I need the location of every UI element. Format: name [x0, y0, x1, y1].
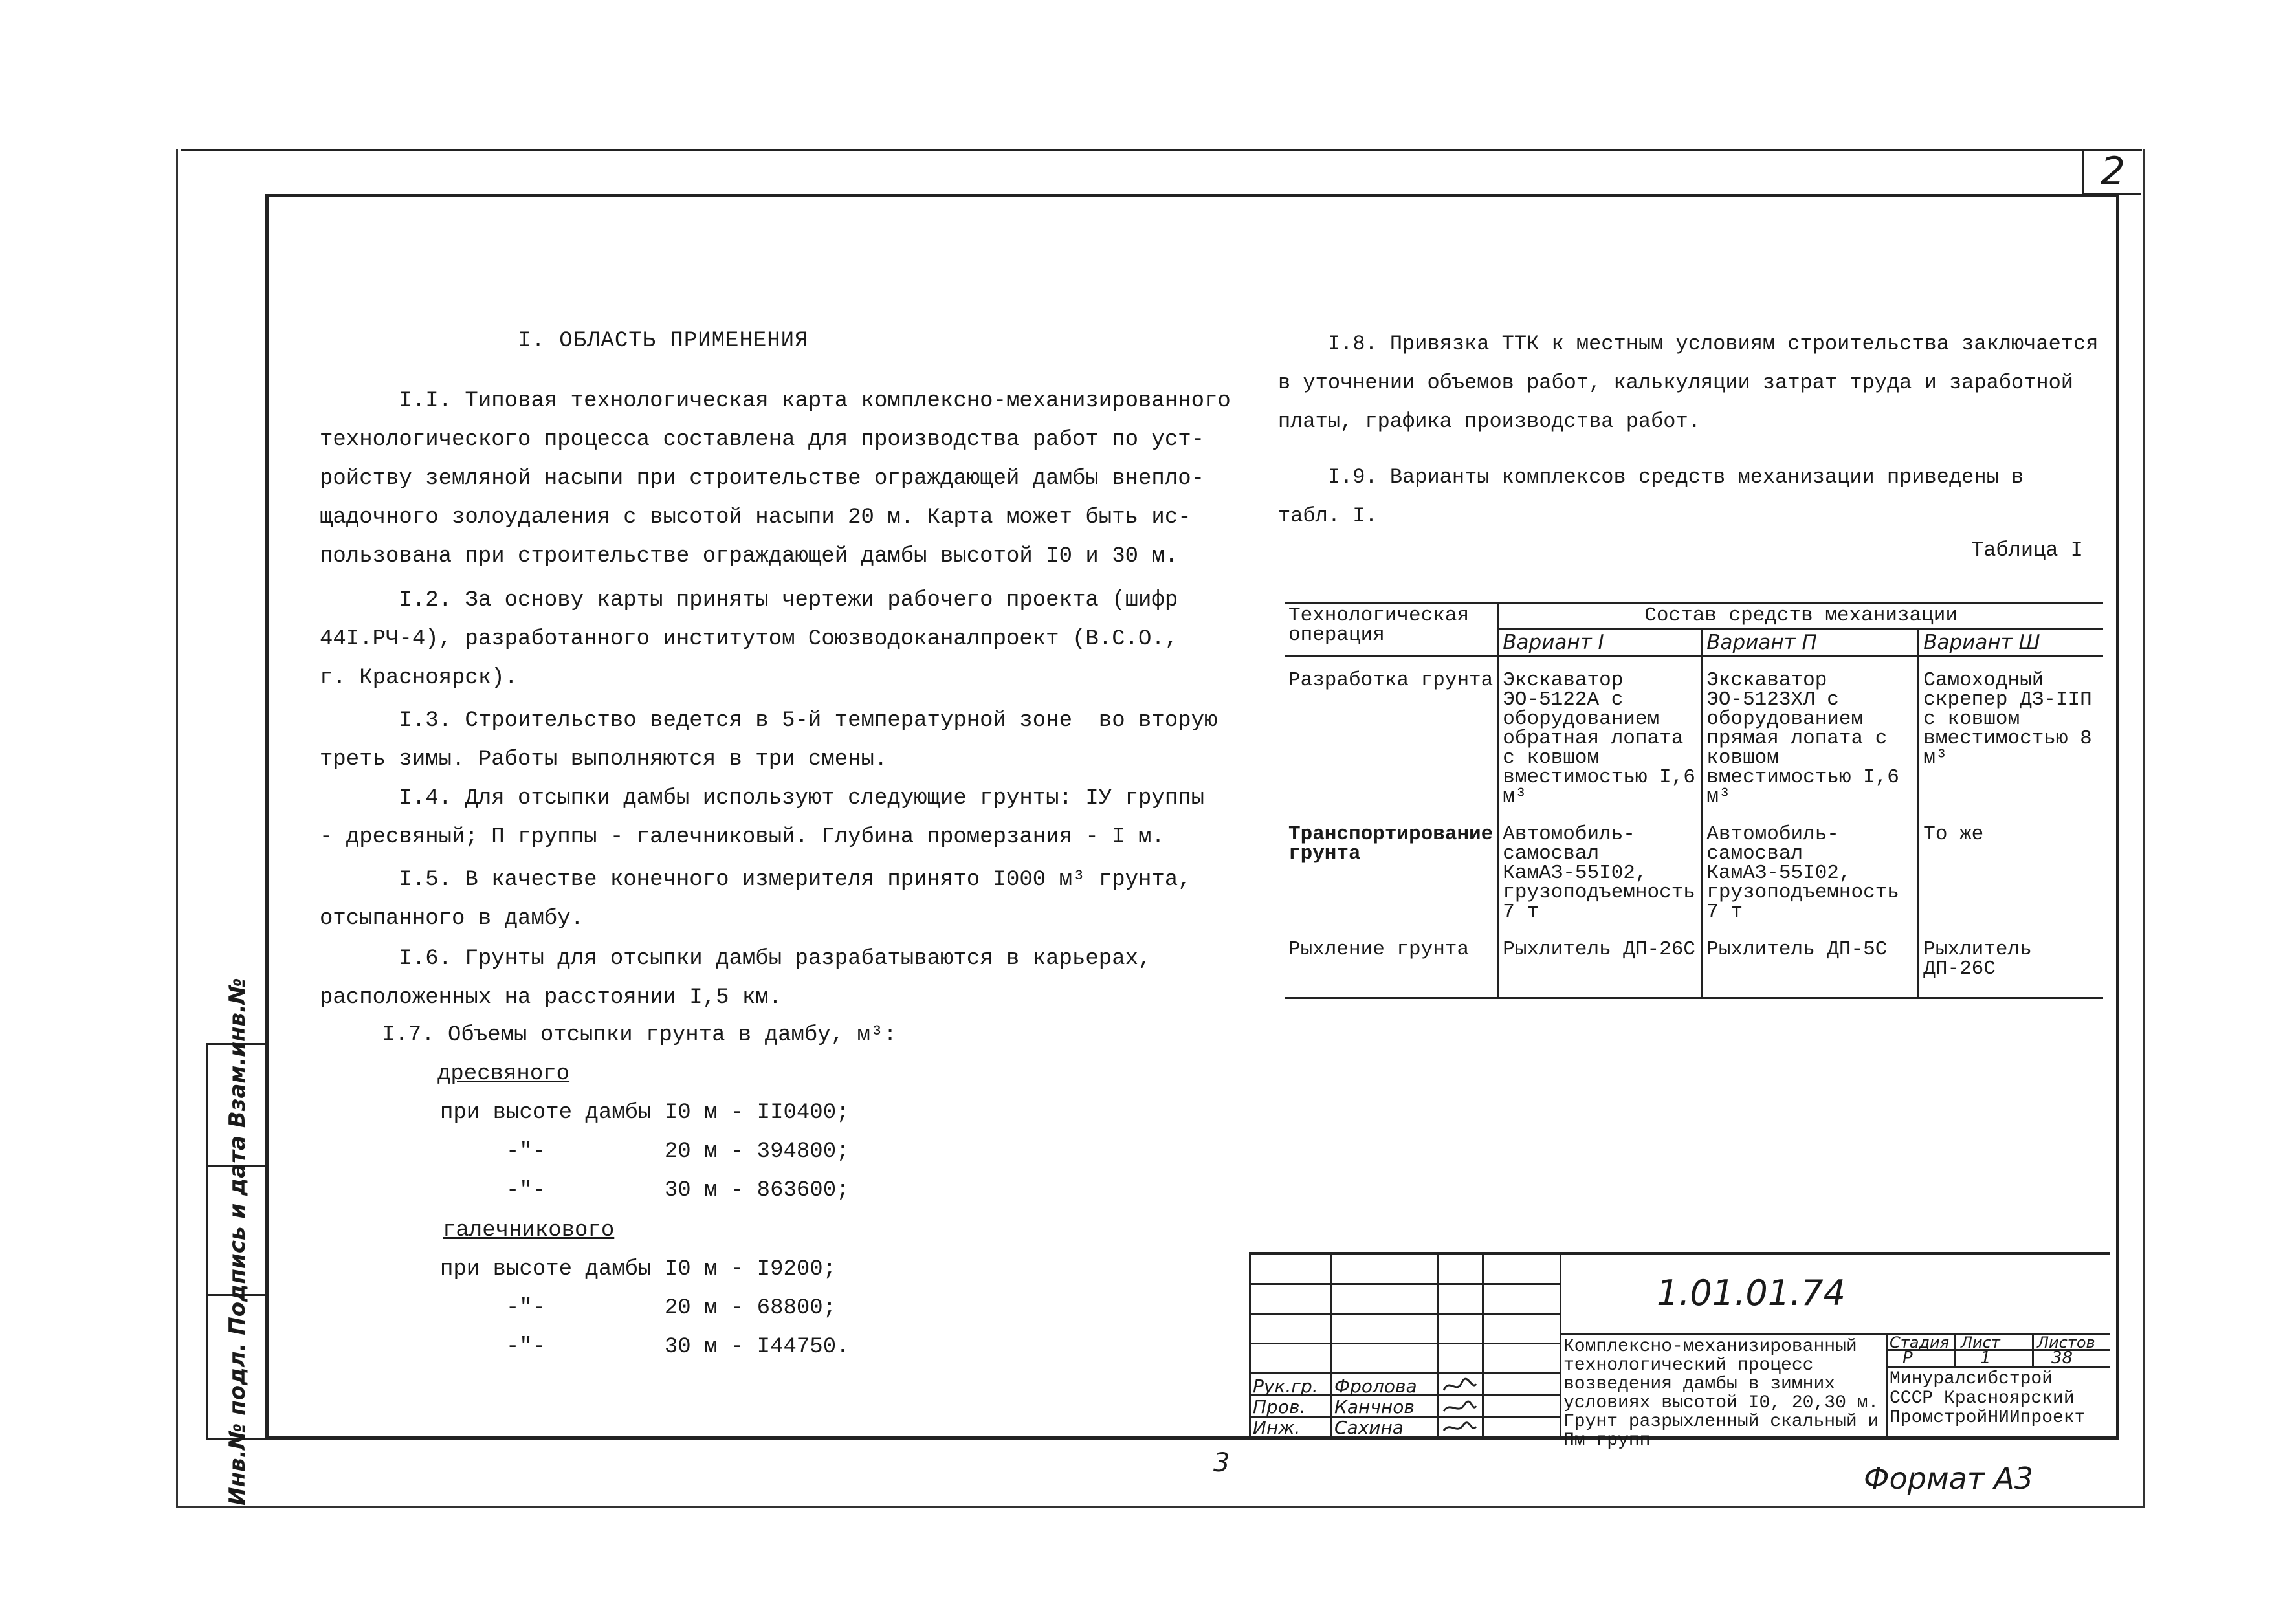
role-label: Инж. — [1253, 1417, 1301, 1438]
grid-line — [1560, 1255, 1561, 1437]
grid-line — [1482, 1255, 1484, 1437]
grid-line — [1249, 1313, 1560, 1315]
paragraph-line: I.4. Для отсыпки дамбы используют следующие грунты: IУ группы — [320, 786, 1205, 811]
grid-line — [1249, 1343, 1560, 1344]
table-cell: Экскаватор ЭО-5123ХЛ с оборудованием прямая лопата с ковшом вместимостью I,6 м³ — [1702, 656, 1919, 823]
signature-mark — [1444, 1379, 1476, 1390]
stage-value: Р — [1902, 1348, 1913, 1368]
paragraph-line: I.3. Строительство ведется в 5-й температурной зоне во вторую — [320, 708, 1218, 733]
p18-line: I.8. Привязка ТТК к местным условиям строительства заключается — [1278, 332, 2099, 356]
table-cell: Автомобиль-самосвал КамАЗ-55I02, грузоподъемность 7 т — [1702, 822, 1919, 938]
table-cell: Автомобиль-самосвал КамАЗ-55I02, грузоподъемность 7 т — [1498, 822, 1702, 938]
table-header-operation: Технологическая операция — [1285, 603, 1498, 656]
table-cell: Экскаватор ЭО-5122А с оборудованием обратная лопата с ковшом вместимостью I,6 м³ — [1498, 656, 1702, 823]
p18-line: платы, графика производства работ. — [1278, 410, 1701, 433]
left-stamp-text: Инв.№ подл. Подпись и дата Взам.инв.№ — [225, 978, 250, 1506]
document-code: 1.01.01.74 — [1657, 1273, 1846, 1313]
paragraph-line: расположенных на расстоянии I,5 км. — [320, 985, 782, 1010]
table-cell: Самоходный скрепер ДЗ-IIП с ковшом вместимостью 8 м³ — [1919, 656, 2103, 823]
p19-line: табл. I. — [1278, 504, 1378, 528]
table-row — [1285, 938, 2103, 998]
signature-mark — [1444, 1401, 1476, 1411]
group2-name: галечникового — [443, 1218, 615, 1243]
volumes-title: I.7. Объемы отсыпки грунта в дамбу, м³: — [382, 1023, 897, 1048]
doc-description: Комплексно-механизированный технологический процесс возведения дамбы в зимних условиях высотой I0, 20,30 м. Грунт разрыхленный скальный и Пм групп — [1563, 1337, 1879, 1451]
stage-label: Стадия — [1890, 1333, 1950, 1352]
paragraph-line: I.5. В качестве конечного измерителя принято I000 м³ грунта, — [320, 868, 1191, 892]
name-label: Канчнов — [1334, 1396, 1415, 1418]
paragraph-line: отсыпанного в дамбу. — [320, 906, 584, 931]
grid-line — [1560, 1333, 2110, 1335]
paragraph-line: 44I.РЧ-4), разработанного институтом Союзводоканалпроект (В.С.О., — [320, 627, 1178, 652]
table-row — [1285, 656, 2103, 823]
outer-top-line — [181, 149, 2142, 151]
table-header-variant: Вариант I — [1498, 630, 1702, 656]
bottom-page-number: 3 — [1213, 1448, 1230, 1478]
table-row — [1285, 822, 2103, 938]
table-cell: Рыхлитель ДП-26С — [1498, 938, 1702, 998]
group1-row: при высоте дамбы I0 м - II0400; — [440, 1101, 850, 1125]
group2-row: -"- 30 м - I44750. — [440, 1335, 850, 1359]
table-cell: Рыхлитель ДП-5С — [1702, 938, 1919, 998]
paragraph-line: ройству земляной насыпи при строительстве ограждающей дамбы внепло- — [320, 466, 1205, 491]
role-label: Рук.гр. — [1253, 1376, 1318, 1397]
grid-line — [1886, 1366, 2110, 1368]
table-cell: Рыхление грунта — [1285, 938, 1498, 998]
paragraph-line: I.2. За основу карты приняты чертежи рабочего проекта (шифр — [320, 588, 1178, 613]
sheets-label: Листов — [2037, 1333, 2095, 1352]
signatures — [1440, 1375, 1479, 1436]
paragraph-line: I.I. Типовая технологическая карта комплексно-механизированного — [320, 389, 1231, 413]
grid-line — [1437, 1255, 1439, 1437]
group1-row: -"- 20 м - 394800; — [440, 1139, 850, 1164]
grid-line — [1249, 1255, 1251, 1437]
sheets-value: 38 — [2051, 1348, 2073, 1368]
section-heading: I. ОБЛАСТЬ ПРИМЕНЕНИЯ — [518, 329, 809, 353]
left-stamp — [206, 978, 267, 1506]
role-label: Пров. — [1253, 1396, 1306, 1418]
paragraph-line: щадочного золоудаления с высотой насыпи 20 м. Карта может быть ис- — [320, 505, 1191, 530]
table-header-group: Состав средств механизации — [1498, 603, 2103, 630]
sheet-label: Лист — [1961, 1333, 2000, 1352]
table-header-variant: Вариант Ш — [1919, 630, 2103, 656]
group1-row: -"- 30 м - 863600; — [440, 1178, 850, 1203]
grid-line — [1330, 1255, 1332, 1437]
p18-line: в уточнении объемов работ, калькуляции затрат труда и заработной — [1278, 371, 2073, 395]
table-cell: Транспортирование грунта — [1288, 823, 1494, 865]
table-cell: Рыхлитель ДП-26С — [1919, 938, 2103, 998]
paragraph-line: технологического процесса составлена для производства работ по уст- — [320, 428, 1205, 452]
name-label: Сахина — [1334, 1417, 1404, 1438]
group1-name: дресвяного — [437, 1062, 570, 1086]
title-block — [1249, 1252, 2110, 1451]
sheet-value: 1 — [1980, 1348, 1991, 1368]
table-cell: То же — [1919, 822, 2103, 938]
table-caption: Таблица I — [1971, 538, 2083, 562]
format-label: Формат А3 — [1864, 1461, 2033, 1496]
grid-line — [1249, 1372, 1560, 1374]
group2-row: при высоте дамбы I0 м - I9200; — [440, 1257, 837, 1282]
table-cell: Разработка грунта — [1288, 669, 1494, 692]
grid-line — [1249, 1283, 1560, 1285]
paragraph-line: пользована при строительстве ограждающей дамбы высотой I0 и 30 м. — [320, 544, 1178, 569]
group2-row: -"- 20 м - 68800; — [440, 1296, 837, 1321]
paragraph-line: треть зимы. Работы выполняются в три смены. — [320, 747, 888, 772]
paragraph-line: г. Красноярск). — [320, 666, 518, 690]
page-number: 2 — [2082, 150, 2141, 195]
mechanization-table — [1285, 602, 2103, 999]
name-label: Фролова — [1334, 1376, 1417, 1397]
signature-mark — [1444, 1423, 1476, 1431]
paragraph-line: - дресвяный; П группы - галечниковый. Глубина промерзания - I м. — [320, 825, 1165, 850]
paragraph-line: I.6. Грунты для отсыпки дамбы разрабатываются в карьерах, — [320, 947, 1152, 971]
table-header-variant: Вариант П — [1702, 630, 1919, 656]
organization: Минуралсибстрой СССР Красноярский ПромстройНИИпроект — [1890, 1369, 2086, 1428]
p19-line: I.9. Варианты комплексов средств механизации приведены в — [1278, 465, 2024, 489]
